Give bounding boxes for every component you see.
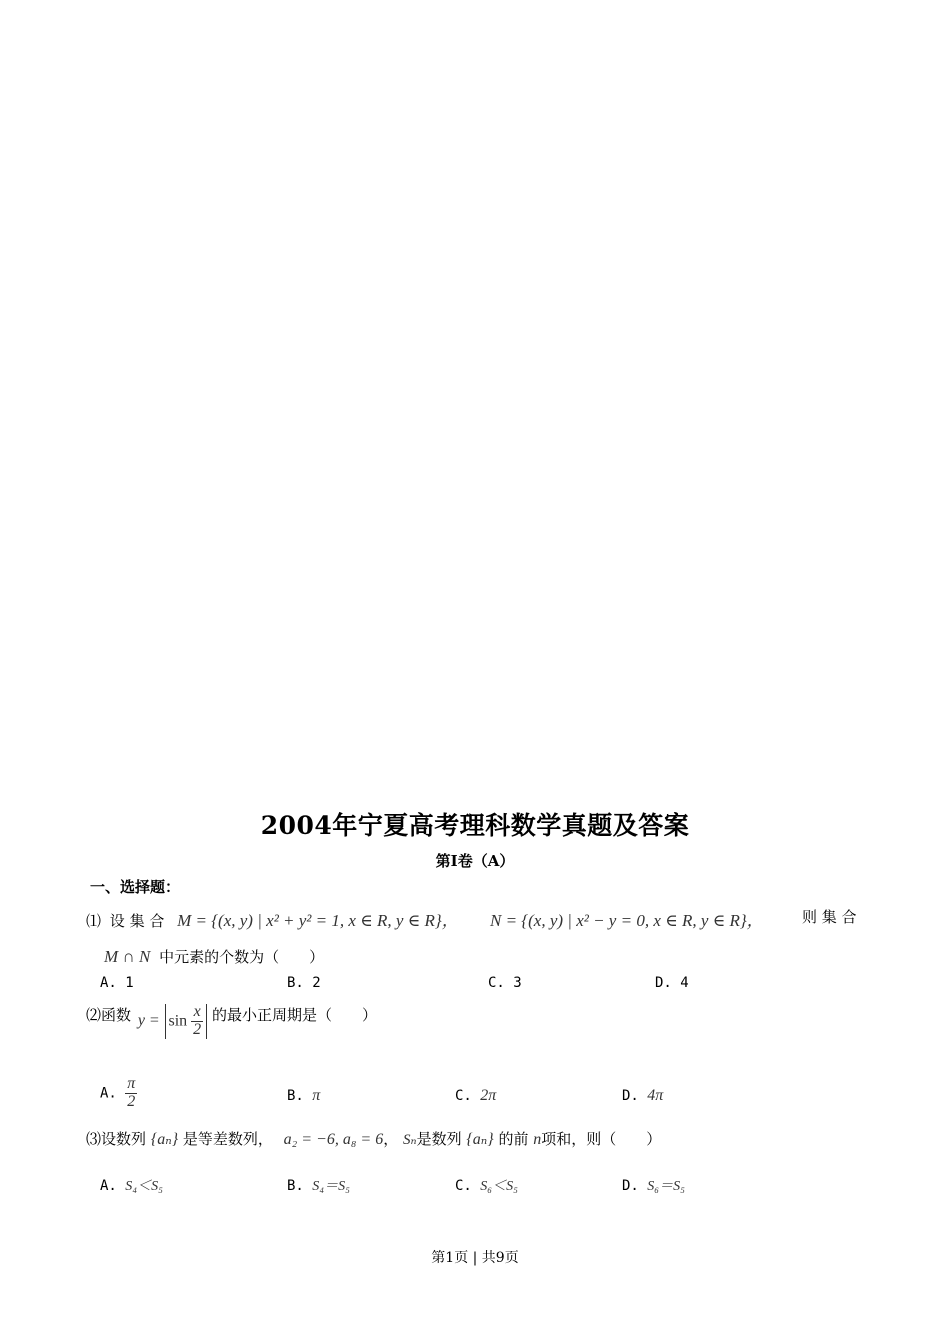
question-2-number: ⑵ bbox=[86, 1006, 102, 1024]
question-3-number: ⑶ bbox=[86, 1130, 102, 1148]
question-2-line bbox=[86, 1004, 377, 1039]
question-1-lead: 设 集 合 bbox=[109, 912, 165, 930]
question-1-set-n: N = {(x, y) | x² − y = 0, x ∈ R, y ∈ R}， bbox=[490, 911, 764, 930]
question-1-set-m: M = {(x, y) | x² + y² = 1, x ∈ R, y ∈ R}， bbox=[177, 911, 459, 930]
question-2-option-a bbox=[100, 1076, 137, 1111]
question-1-line-1 bbox=[86, 906, 459, 931]
question-3-option-d-label: D. bbox=[622, 1178, 639, 1194]
question-1-number: ⑴ bbox=[86, 912, 102, 930]
question-3-comma: ， bbox=[383, 1130, 399, 1148]
question-2-option-a-fraction bbox=[125, 1076, 137, 1111]
question-1-option-c: C. 3 bbox=[488, 975, 522, 991]
question-3-option-a bbox=[100, 1175, 163, 1195]
question-2-lead: 函数 bbox=[101, 1006, 132, 1024]
question-3-option-d-value: S₆＝S₅ bbox=[647, 1179, 686, 1194]
question-3-text-4: 项和，则（ ） bbox=[541, 1130, 662, 1148]
question-1-tail: 则 集 合 bbox=[802, 908, 857, 926]
question-3-option-c-value: S₆＜S₅ bbox=[480, 1179, 519, 1194]
question-3-option-d bbox=[622, 1175, 685, 1195]
question-2-sin: sin bbox=[168, 1012, 188, 1030]
question-2-fraction bbox=[191, 1004, 203, 1039]
question-3-n: n bbox=[533, 1131, 542, 1148]
question-3-text-3: 的前 bbox=[498, 1130, 529, 1148]
question-3-line bbox=[86, 1128, 661, 1149]
question-3-option-b-value: S₄＝S₅ bbox=[312, 1179, 351, 1194]
question-2-option-c bbox=[455, 1087, 496, 1105]
question-3-option-c bbox=[455, 1175, 518, 1195]
question-1-line-2 bbox=[104, 946, 324, 967]
question-2-stem: 的最小正周期是（ ） bbox=[211, 1006, 377, 1024]
question-2-option-d-label: D. bbox=[622, 1088, 639, 1104]
question-3-option-b bbox=[287, 1175, 350, 1195]
question-2-absolute-value bbox=[165, 1004, 208, 1039]
question-3-sn: Sₙ bbox=[402, 1132, 417, 1148]
document-title: 2004年宁夏高考理科数学真题及答案 bbox=[260, 811, 690, 840]
question-2-option-b-value: π bbox=[312, 1087, 321, 1104]
question-1-intersection: M ∩ N bbox=[104, 947, 151, 966]
question-2-option-c-label: C. bbox=[455, 1088, 472, 1104]
question-3-terms: a₂ = −6, a₈ = 6 bbox=[283, 1131, 384, 1148]
question-2-option-a-label: A. bbox=[100, 1085, 117, 1102]
question-2-option-a-den: 2 bbox=[127, 1092, 136, 1110]
question-2-option-b bbox=[287, 1087, 320, 1105]
question-3-lead: 设数列 bbox=[101, 1130, 147, 1148]
question-3-option-a-label: A. bbox=[100, 1178, 117, 1194]
question-2-frac-den: 2 bbox=[193, 1020, 202, 1038]
question-1-option-a: A. 1 bbox=[100, 975, 134, 991]
question-2-option-c-value: 2π bbox=[480, 1087, 497, 1104]
question-2-option-d bbox=[622, 1087, 663, 1105]
question-1-set-n-wrap bbox=[490, 906, 764, 931]
question-3-text-2: 是数列 bbox=[416, 1130, 462, 1148]
question-1-stem: 中元素的个数为（ ） bbox=[159, 948, 325, 966]
question-2-option-b-label: B. bbox=[287, 1088, 304, 1104]
question-3-sequence-2: {aₙ} bbox=[466, 1131, 494, 1148]
question-1-option-b: B. 2 bbox=[287, 975, 321, 991]
question-3-sequence: {aₙ} bbox=[150, 1131, 179, 1148]
volume-heading: 第I卷（A） bbox=[435, 852, 515, 870]
page-footer: 第1页 | 共9页 bbox=[431, 1250, 519, 1266]
question-3-option-c-label: C. bbox=[455, 1178, 472, 1194]
question-2-option-a-num: π bbox=[127, 1075, 136, 1092]
question-2-option-d-value: 4π bbox=[647, 1087, 664, 1104]
question-3-option-b-label: B. bbox=[287, 1178, 304, 1194]
question-2-func-prefix: y = bbox=[137, 1012, 160, 1030]
question-1-option-d: D. 4 bbox=[655, 975, 689, 991]
question-2-frac-num: x bbox=[191, 1004, 203, 1022]
section-heading: 一、选择题： bbox=[90, 878, 181, 896]
question-3-text-1: 是等差数列， bbox=[182, 1130, 273, 1148]
question-3-option-a-value: S₄＜S₅ bbox=[125, 1179, 164, 1194]
